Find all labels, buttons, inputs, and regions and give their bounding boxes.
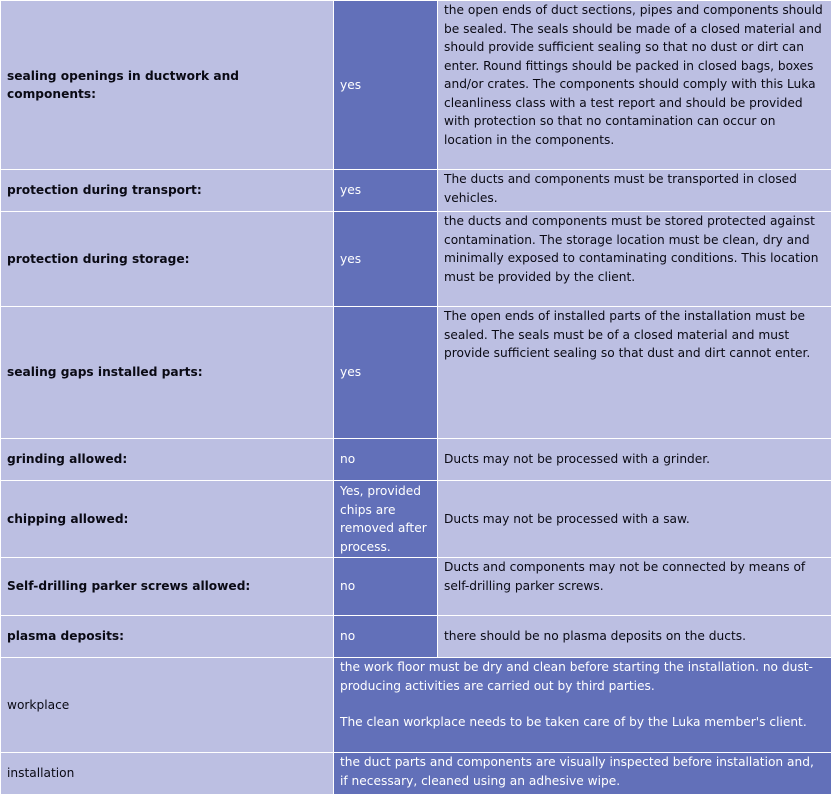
row-description: Ducts may not be processed with a saw.	[438, 481, 832, 558]
row-value: no	[334, 439, 438, 481]
workplace-paragraph-1: the work floor must be dry and clean before starting the installation. no dust-producing activities are carried out by third parties.	[340, 660, 813, 693]
row-value: Yes, provided chips are removed after process.	[334, 481, 438, 558]
row-label: chipping allowed:	[1, 481, 334, 558]
row-description: The ducts and components must be transported in closed vehicles.	[438, 170, 832, 212]
table-row	[1, 753, 832, 795]
row-value: no	[334, 558, 438, 616]
row-value: no	[334, 616, 438, 658]
row-value: yes	[334, 1, 438, 170]
row-label: protection during storage:	[1, 212, 334, 307]
table-row	[1, 481, 832, 558]
row-label: plasma deposits:	[1, 616, 334, 658]
row-description: there should be no plasma deposits on the ducts.	[438, 616, 832, 658]
row-value: yes	[334, 170, 438, 212]
workplace-paragraph-2: The clean workplace needs to be taken care of by the Luka member's client.	[340, 715, 807, 729]
table-row	[1, 170, 832, 212]
table-row	[1, 439, 832, 481]
installation-text: the duct parts and components are visually inspected before installation and, if necessary, cleaned using an adhesive wipe.	[334, 753, 832, 795]
paragraph-spacer	[340, 695, 825, 713]
table-row	[1, 307, 832, 439]
table-row	[1, 212, 832, 307]
row-description: the open ends of duct sections, pipes and components should be sealed. The seals should be made of a closed material and should provide sufficient sealing so that no dust or dirt can enter. Round fittings should be packed in closed bags, boxes and/or crates. The components should comply with this Luka cleanliness class with a test report and should be provided with protection so that no contamination can occur on location in the components.	[438, 1, 832, 170]
row-label: sealing openings in ductwork and components:	[1, 1, 334, 170]
row-label: grinding allowed:	[1, 439, 334, 481]
table-row	[1, 658, 832, 753]
row-value: yes	[334, 307, 438, 439]
installation-label: installation	[1, 753, 334, 795]
row-description: The open ends of installed parts of the installation must be sealed. The seals must be of a closed material and must provide sufficient sealing so that dust and dirt cannot enter.	[438, 307, 832, 439]
row-label: Self-drilling parker screws allowed:	[1, 558, 334, 616]
table-row	[1, 558, 832, 616]
workplace-text	[334, 658, 832, 753]
row-description: the ducts and components must be stored protected against contamination. The storage location must be clean, dry and minimally exposed to contaminating conditions. This location must be provided by the client.	[438, 212, 832, 307]
row-value: yes	[334, 212, 438, 307]
row-label: sealing gaps installed parts:	[1, 307, 334, 439]
table-row	[1, 1, 832, 170]
row-label: protection during transport:	[1, 170, 334, 212]
table-row	[1, 616, 832, 658]
row-description: Ducts and components may not be connected by means of self-drilling parker screws.	[438, 558, 832, 616]
workplace-label: workplace	[1, 658, 334, 753]
row-description: Ducts may not be processed with a grinder.	[438, 439, 832, 481]
